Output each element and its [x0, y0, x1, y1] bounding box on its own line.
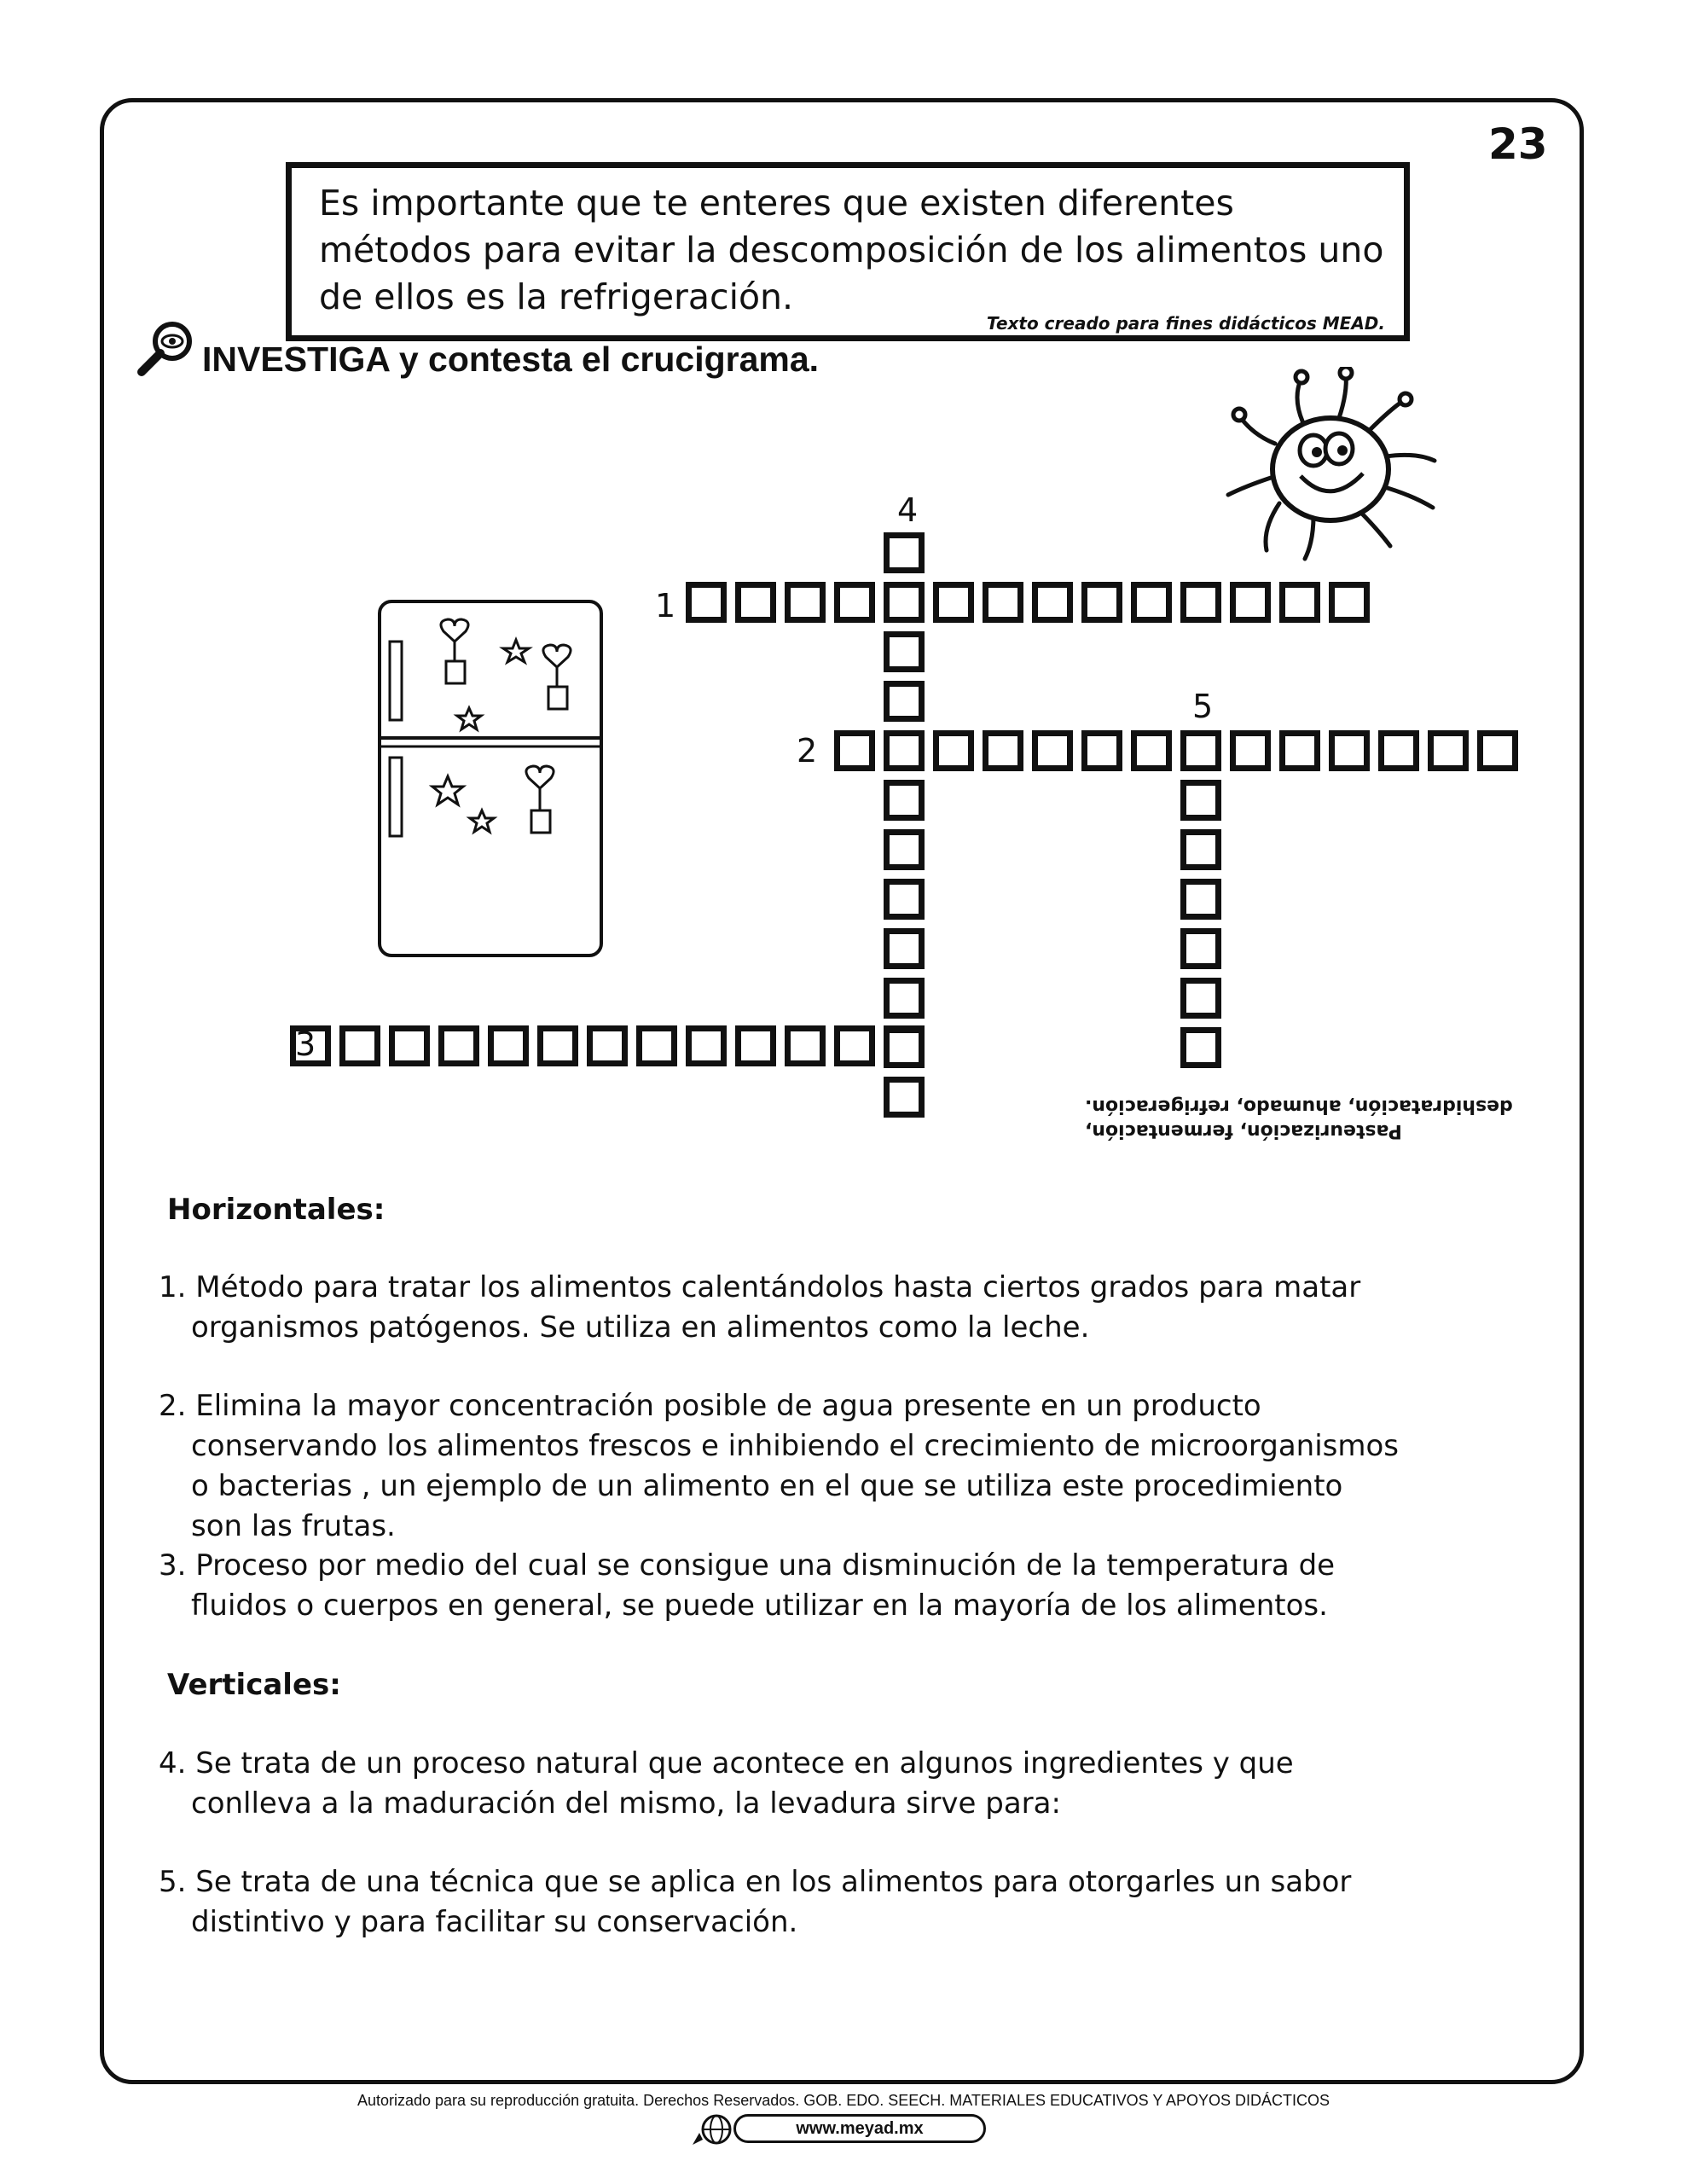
info-box — [286, 162, 1410, 341]
cell-across-2[interactable] — [1081, 730, 1122, 771]
answer-key-upside-down: Pasteurización, fermentación, deshidratación, ahumado, refrigeración. — [1085, 1095, 1513, 1141]
cell-across-1[interactable] — [1279, 582, 1320, 623]
cell-down-4[interactable] — [884, 780, 925, 821]
website-link[interactable]: www.meyad.mx — [733, 2114, 986, 2143]
cell-across-1[interactable] — [1131, 582, 1172, 623]
info-source: Texto creado para fines didácticos MEAD. — [986, 313, 1385, 334]
cell-down-4[interactable] — [884, 631, 925, 672]
instruction-heading: INVESTIGA y contesta el crucigrama. — [202, 340, 820, 379]
cell-across-1[interactable] — [834, 582, 875, 623]
cell-down-5[interactable] — [1180, 829, 1221, 870]
clue-number-2: 2 — [797, 732, 818, 770]
cell-across-1[interactable] — [1230, 582, 1271, 623]
cell-down-4[interactable] — [884, 681, 925, 722]
cell-across-1[interactable] — [1329, 582, 1370, 623]
cell-across-2[interactable] — [1378, 730, 1419, 771]
cell-across-2[interactable] — [983, 730, 1023, 771]
cell-across-3[interactable] — [587, 1025, 628, 1066]
clue-horizontal-1: 1. Método para tratar los alimentos calentándolos hasta ciertos grados para matar organismos patógenos. Se utiliza en alimentos como la leche. — [159, 1270, 1361, 1345]
fridge-illustration — [375, 597, 606, 964]
cell-across-3[interactable] — [686, 1025, 727, 1066]
clue-vertical-4: 4. Se trata de un proceso natural que acontece en algunos ingredientes y que conlleva a la maduración del mismo, la levadura sirve para: — [159, 1746, 1294, 1821]
clue-number-4: 4 — [897, 491, 919, 529]
cell-across-1[interactable] — [1032, 582, 1073, 623]
cell-across-1[interactable] — [1081, 582, 1122, 623]
cell-down-5[interactable] — [1180, 879, 1221, 920]
cell-down-4[interactable] — [884, 928, 925, 969]
cell-across-3[interactable] — [834, 1025, 875, 1066]
clue-number-1: 1 — [655, 587, 676, 624]
cell-across-1[interactable] — [933, 582, 974, 623]
cell-across-3[interactable] — [438, 1025, 479, 1066]
cell-down-4[interactable] — [884, 978, 925, 1019]
magnifier-eye-icon — [136, 317, 198, 379]
cell-down-4[interactable] — [884, 1027, 925, 1068]
cell-down-4[interactable] — [884, 532, 925, 573]
footer-text: Autorizado para su reproducción gratuita. Derechos Reservados. GOB. EDO. SEECH. MATERIALES EDUCATIVOS Y APOYOS DIDÁCTICOS — [357, 2092, 1330, 2109]
cell-across-1[interactable] — [735, 582, 776, 623]
cell-across-3[interactable] — [735, 1025, 776, 1066]
clue-number-5: 5 — [1192, 688, 1214, 725]
cell-across-1[interactable] — [785, 582, 826, 623]
clue-number-3: 3 — [295, 1025, 316, 1063]
cell-down-5[interactable] — [1180, 978, 1221, 1019]
cell-down-5[interactable] — [1180, 1027, 1221, 1068]
cell-across-3[interactable] — [339, 1025, 380, 1066]
clue-horizontal-3: 3. Proceso por medio del cual se consigue una disminución de la temperatura de fluidos o cuerpos en general, se puede utilizar en la mayoría de los alimentos. — [159, 1548, 1336, 1623]
page-number: 23 — [1488, 119, 1548, 169]
cell-across-2[interactable] — [933, 730, 974, 771]
cell-down-5[interactable] — [1180, 928, 1221, 969]
cell-across-2[interactable] — [1477, 730, 1518, 771]
cell-down-4[interactable] — [884, 829, 925, 870]
cell-across-3[interactable] — [785, 1025, 826, 1066]
cell-down-5[interactable] — [1180, 730, 1221, 771]
cell-across-3[interactable] — [636, 1025, 677, 1066]
cell-across-2[interactable] — [1428, 730, 1469, 771]
horizontales-heading: Horizontales: — [167, 1193, 386, 1227]
info-text: Es importante que te enteres que existen diferentes métodos para evitar la descomposición de los alimentos uno de ellos es la refrigeración. — [319, 183, 1384, 317]
cell-down-4[interactable] — [884, 1077, 925, 1118]
verticales-heading: Verticales: — [167, 1668, 341, 1702]
cell-down-5[interactable] — [1180, 780, 1221, 821]
cell-across-2[interactable] — [1329, 730, 1370, 771]
cell-across-1[interactable] — [686, 582, 727, 623]
cell-across-3[interactable] — [537, 1025, 578, 1066]
cell-down-4[interactable] — [884, 879, 925, 920]
cell-across-2[interactable] — [1230, 730, 1271, 771]
cell-across-3[interactable] — [389, 1025, 430, 1066]
globe-cursor-icon — [689, 2111, 737, 2148]
cell-across-2[interactable] — [1032, 730, 1073, 771]
cell-down-4[interactable] — [884, 582, 925, 623]
cell-across-1[interactable] — [1180, 582, 1221, 623]
cell-across-1[interactable] — [983, 582, 1023, 623]
cell-across-2[interactable] — [834, 730, 875, 771]
germ-illustration — [1211, 367, 1450, 572]
cell-across-3[interactable] — [488, 1025, 529, 1066]
cell-across-2[interactable] — [1279, 730, 1320, 771]
clue-horizontal-2: 2. Elimina la mayor concentración posible de agua presente en un producto conservando los alimentos frescos e inhibiendo el crecimiento de microorganismos o bacterias , un ejemplo de un alimento en el que se utiliza este procedimiento son las frutas. — [159, 1389, 1400, 1543]
cell-across-2[interactable] — [1131, 730, 1172, 771]
clue-vertical-5: 5. Se trata de una técnica que se aplica en los alimentos para otorgarles un sabor distintivo y para facilitar su conservación. — [159, 1865, 1352, 1939]
cell-down-4[interactable] — [884, 730, 925, 771]
